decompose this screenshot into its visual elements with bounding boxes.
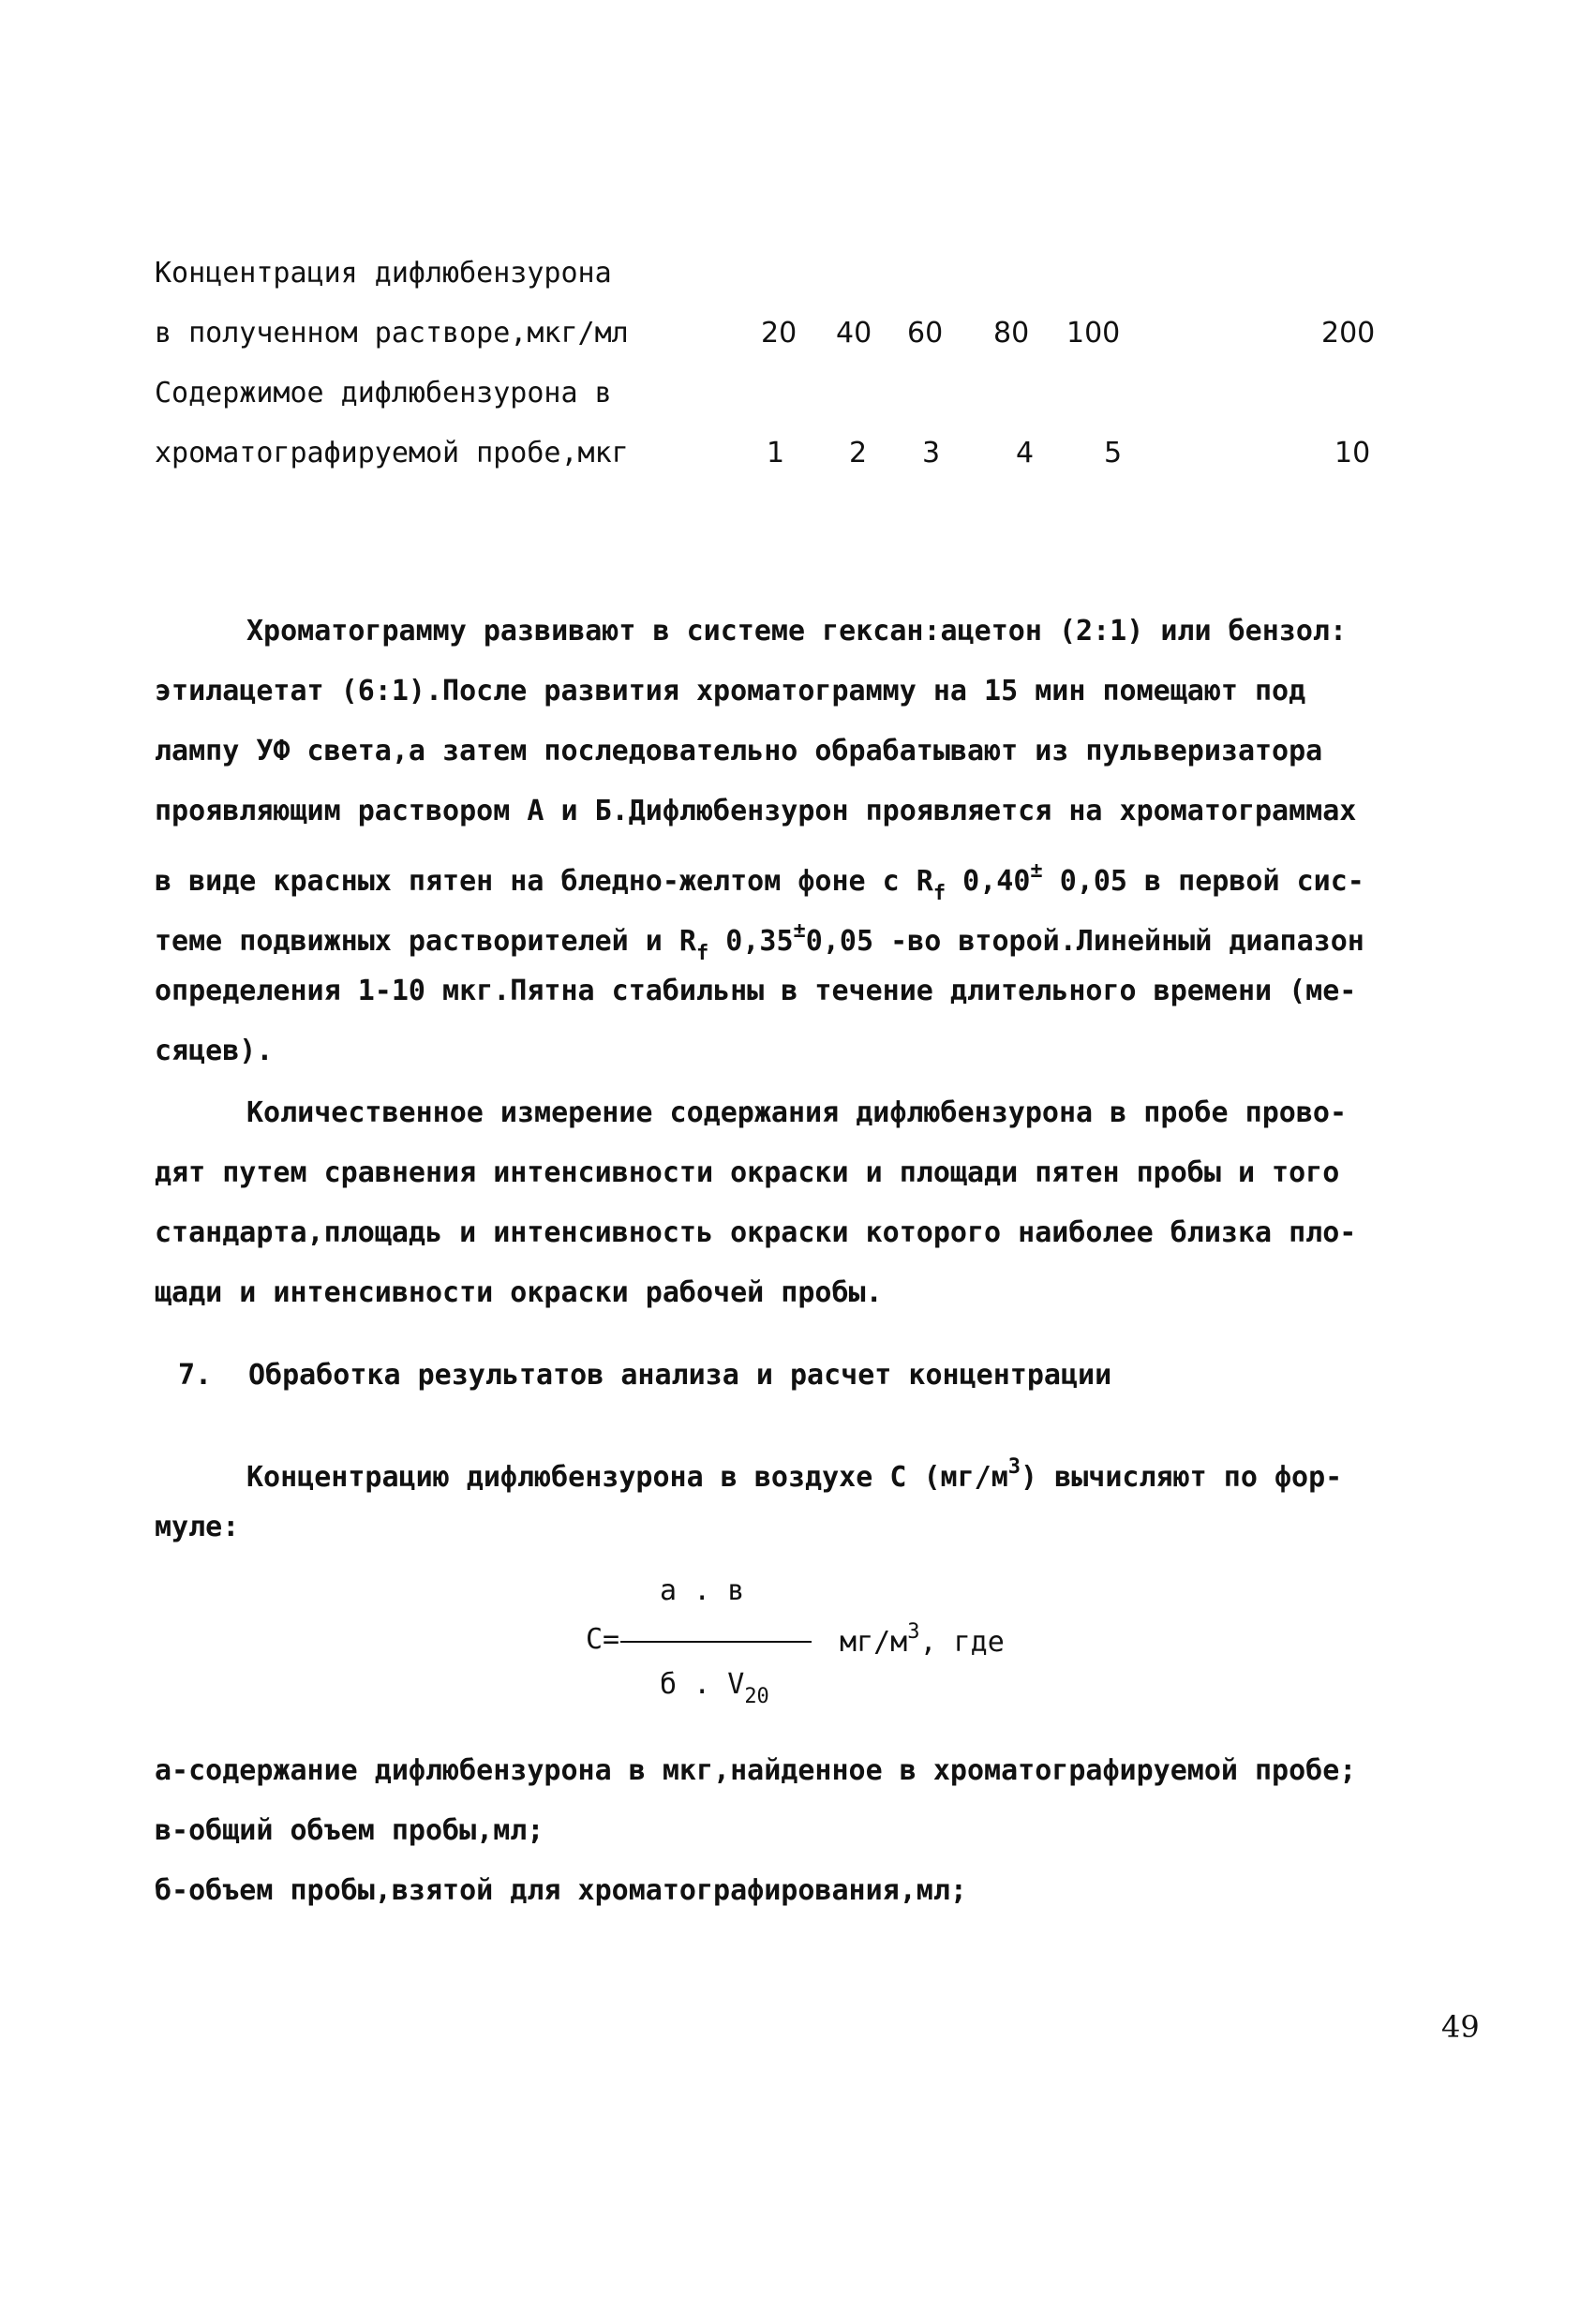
formula-denominator: б . $V_{20}$ <box>660 1668 769 1708</box>
table-row2-value: 10 <box>1334 437 1371 469</box>
table-row1-value: 80 <box>993 317 1030 350</box>
text-line: этилацетат (6:1).После развития хроматограмму на 15 мин помещают под <box>155 675 1306 708</box>
cube-superscript: 3 <box>1007 1455 1021 1479</box>
units-superscript: 3 <box>907 1620 920 1644</box>
text-line: Количественное измерение содержания дифлюбензурона в пробе прово- <box>246 1096 1347 1129</box>
section-title: Обработка результатов анализа и расчет концентрации <box>248 1359 1112 1392</box>
formula-units: $мг/м^3$, где <box>840 1620 1005 1659</box>
text-line: Хроматограмму развивают в системе гексан:ацетон (2:1) или бензол: <box>246 615 1347 648</box>
table-row2-label-line2: хроматографируемой пробе,мкг <box>155 437 629 469</box>
text-line: щади и интенсивности окраски рабочей пробы. <box>155 1276 883 1309</box>
table-row1-value: 100 <box>1066 317 1121 350</box>
text-line: определения 1-10 мкг.Пятна стабильны в течение длительного времени (ме- <box>155 975 1357 1007</box>
paragraph-chromatography <box>155 602 1457 1081</box>
denominator-subscript: 20 <box>744 1685 769 1708</box>
table-row1-value: 40 <box>836 317 872 350</box>
rf-subscript: f <box>932 882 947 905</box>
table-row2-value: 5 <box>1104 437 1123 469</box>
definition-b: в-общий объем пробы,мл; <box>155 1814 544 1847</box>
plus-minus-sign: ± <box>793 919 806 943</box>
page-number: 49 <box>1441 2009 1480 2045</box>
paragraph-formula-intro <box>155 1438 1457 1557</box>
definition-c: б-объем пробы,взятой для хроматографирования,мл; <box>155 1874 967 1907</box>
rf-subscript: f <box>695 942 709 965</box>
formula-numerator: а . в <box>660 1574 745 1607</box>
table-row2-value: 1 <box>767 437 785 469</box>
table-row1-value: 200 <box>1321 317 1376 350</box>
text-line: проявляющим раствором А и Б.Дифлюбензурон проявляется на хроматограммах <box>155 795 1357 827</box>
paragraph-quantitative <box>155 1083 1457 1323</box>
table-row2-value: 2 <box>849 437 868 469</box>
definition-a: а-содержание дифлюбензурона в мкг,найденное в хроматографируемой пробе; <box>155 1754 1357 1787</box>
text-line: стандарта,площадь и интенсивность окраски которого наиболее близка пло- <box>155 1216 1357 1249</box>
table-row2-value: 4 <box>1016 437 1035 469</box>
text-line: лампу УФ света,а затем последовательно обрабатывают из пульверизатора <box>155 735 1323 767</box>
table-row1-label-line1: Концентрация дифлюбензурона <box>155 257 612 290</box>
table-row2-value: 3 <box>922 437 941 469</box>
text-line: дят путем сравнения интенсивности окраски и площади пятен пробы и того <box>155 1156 1340 1189</box>
section-number: 7. <box>178 1359 213 1392</box>
table-row2-label-line1: Содержимое дифлюбензурона в <box>155 377 612 410</box>
formula-lhs: С= <box>586 1623 620 1656</box>
table-row1-value: 20 <box>761 317 798 350</box>
table-row1-label-line2: в полученном растворе,мкг/мл <box>155 317 629 350</box>
text-line: в виде красных пятен на бледно-желтом фоне с $R_f$ 0,40± 0,05 в первой сис- <box>155 859 1364 905</box>
text-line: сяцев). <box>155 1035 274 1067</box>
table-row1-value: 60 <box>907 317 944 350</box>
text-line: муле: <box>155 1511 240 1543</box>
text-line: теме подвижных растворителей и $R_f$ 0,35±0,05 -во второй.Линейный диапазон <box>155 919 1364 965</box>
plus-minus-sign: ± <box>1030 859 1043 883</box>
text-line: Концентрацию дифлюбензурона в воздухе С $(мг/м^3)$ вычисляют по фор- <box>246 1455 1343 1494</box>
fraction-bar <box>620 1641 812 1643</box>
